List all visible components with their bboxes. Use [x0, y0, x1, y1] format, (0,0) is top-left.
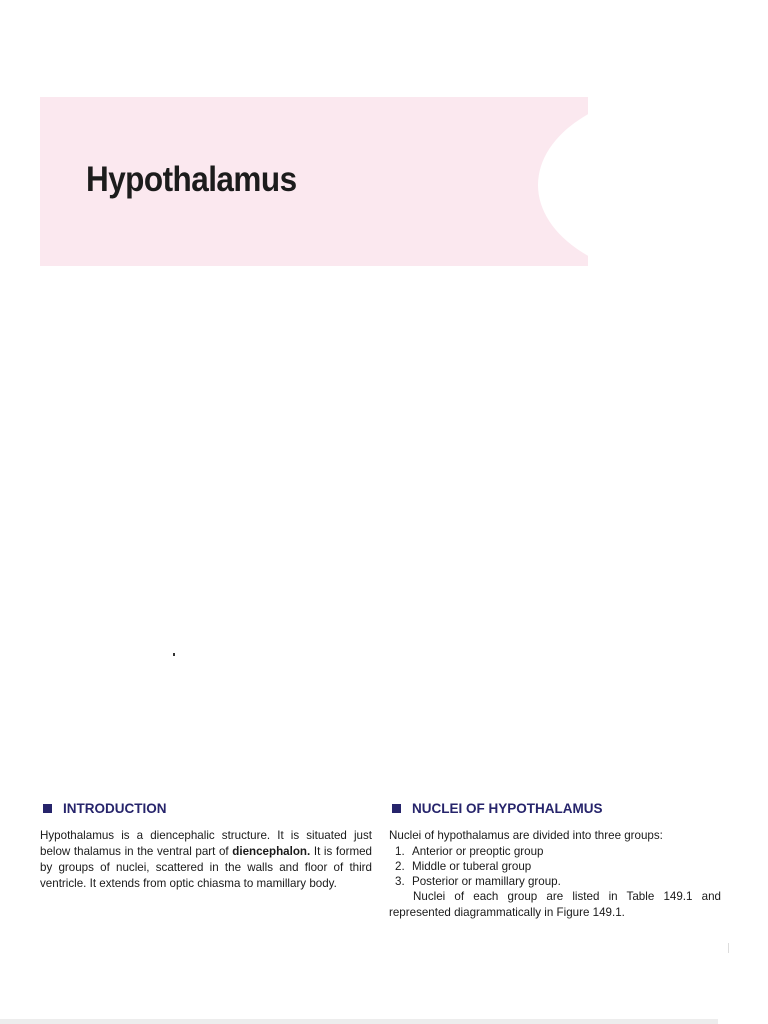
nuclei-closing-paragraph: Nuclei of each group are listed in Table 149.1 and represented diagrammatically in Figure 149.1.	[389, 890, 721, 919]
list-item	[389, 859, 721, 874]
list-item	[389, 844, 721, 859]
list-item-number: 1.	[395, 845, 405, 858]
introduction-bold-term: diencephalon.	[232, 845, 311, 858]
nuclei-heading	[389, 800, 721, 816]
list-item-label: Posterior or mamillary group.	[412, 875, 561, 888]
nuclei-intro: Nuclei of hypothalamus are divided into three groups:	[389, 829, 663, 842]
list-item-number: 2.	[395, 860, 405, 873]
list-item	[389, 874, 721, 889]
nuclei-heading-text: NUCLEI OF HYPOTHALAMUS	[412, 800, 603, 816]
introduction-heading-text: INTRODUCTION	[63, 800, 167, 816]
list-item-label: Anterior or preoptic group	[412, 845, 544, 858]
nuclei-group-list	[389, 844, 721, 889]
square-bullet-icon	[43, 804, 52, 813]
introduction-section	[40, 800, 372, 892]
introduction-paragraph	[40, 828, 372, 892]
edge-mark	[728, 943, 729, 953]
list-item-number: 3.	[395, 875, 405, 888]
page-bottom-edge	[0, 1019, 718, 1024]
list-item-label: Middle or tuberal group	[412, 860, 532, 873]
nuclei-section	[389, 800, 721, 921]
introduction-heading	[40, 800, 372, 816]
chapter-title: Hypothalamus	[86, 160, 297, 199]
introduction-text-part-1: Hypothalamus is a diencephalic structure. It is situated just below thalamus in the ventral part of	[40, 829, 372, 858]
introduction-text-part-2: It is formed by groups of nuclei, scattered in the walls and floor of third ventricle. It extends from optic chiasma to mamillary body.	[40, 845, 373, 890]
stray-mark	[173, 653, 175, 656]
square-bullet-icon	[392, 804, 401, 813]
